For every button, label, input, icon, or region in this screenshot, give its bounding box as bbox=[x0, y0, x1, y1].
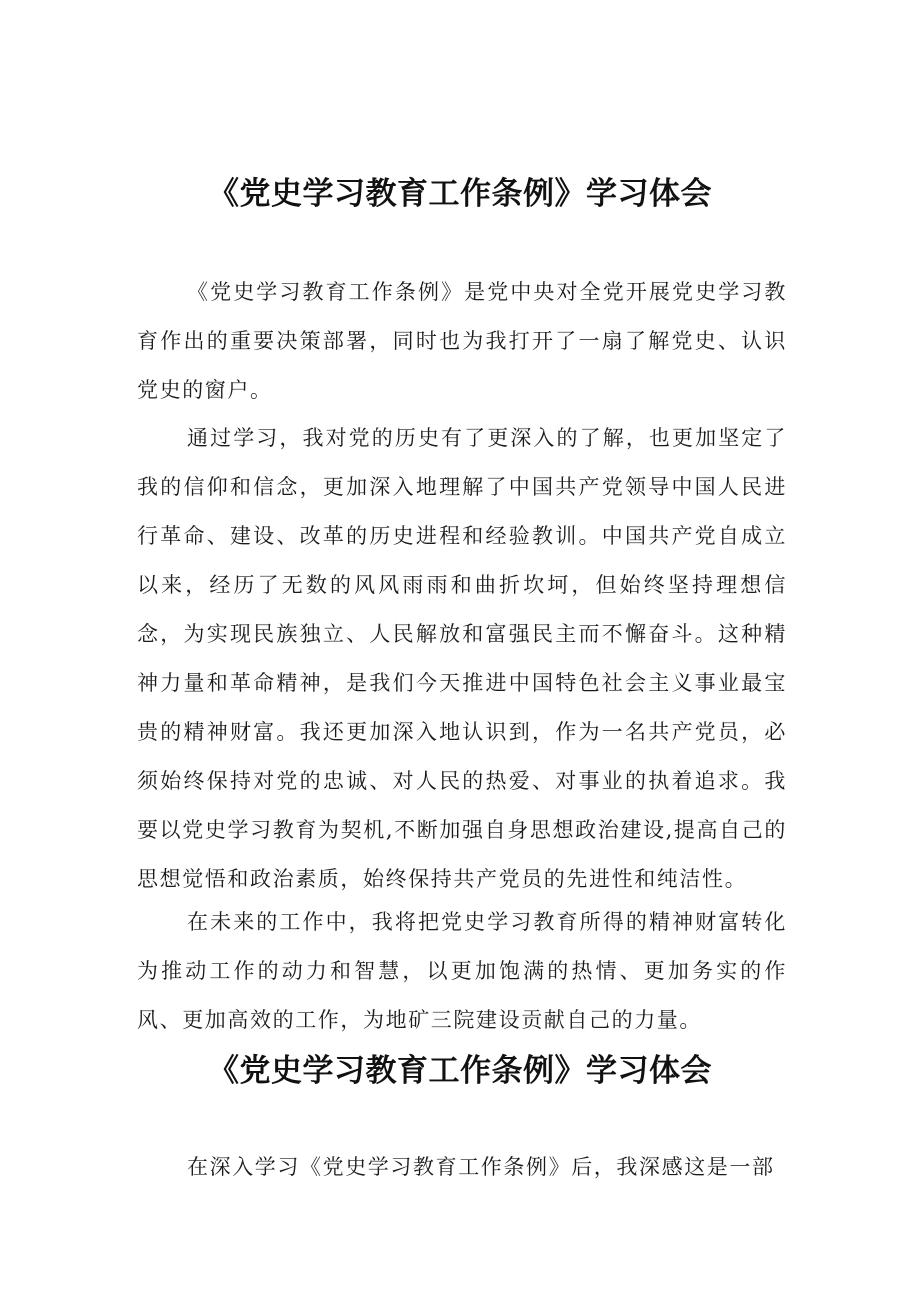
document-title: 《党史学习教育工作条例》学习体会 bbox=[208, 176, 712, 212]
paragraph-future-work: 在未来的工作中，我将把党史学习教育所得的精神财富转化为推动工作的动力和智慧，以更加饱满的热情、更加务实的作风、更加高效的工作，为地矿三院建设贡献自己的力量。 bbox=[137, 910, 787, 1032]
paragraph-second-intro: 在深入学习《党史学习教育工作条例》后，我深感这是一部 bbox=[187, 1155, 775, 1179]
paragraph-learning: 通过学习，我对党的历史有了更深入的了解，也更加坚定了我的信仰和信念，更加深入地理解了中国共产党领导中国人民进行革命、建设、改革的历史进程和经验教训。中国共产党自成立以来，经历了无数的风风雨雨和曲折坎坷，但始终坚持理想信念，为实现民族独立、人民解放和富强民主而不懈奋斗。这种精神力量和革命精神，是我们今天推进中国特色社会主义事业最宝贵的精神财富。我还更加深入地认识到，作为一名共产党员，必须始终保持对党的忠诚、对人民的热爱、对事业的执着追求。我要以党史学习教育为契机,不断加强自身思想政治建设,提高自己的思想觉悟和政治素质，始终保持共产党员的先进性和纯洁性。 bbox=[137, 426, 787, 891]
document-title-second: 《党史学习教育工作条例》学习体会 bbox=[208, 1053, 712, 1089]
paragraph-intro: 《党史学习教育工作条例》是党中央对全党开展党史学习教育作出的重要决策部署，同时也为我打开了一扇了解党史、认识党史的窗户。 bbox=[137, 280, 787, 402]
